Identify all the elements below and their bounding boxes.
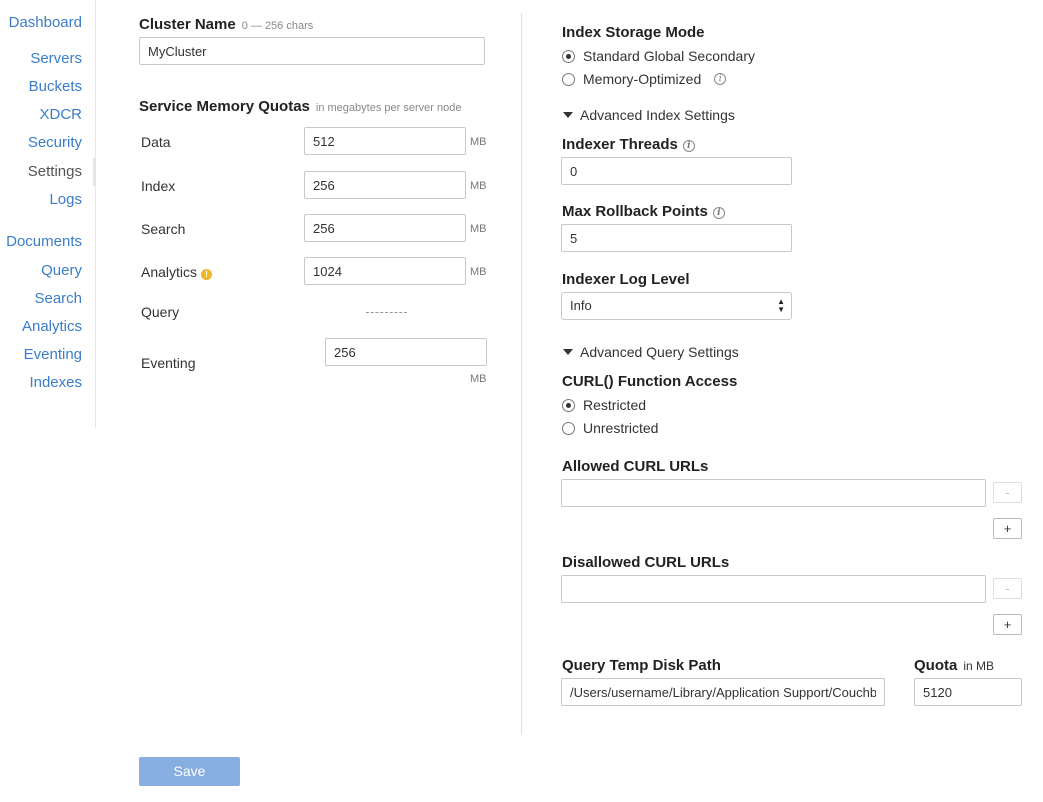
column-divider (521, 13, 522, 735)
allowed-curl-urls-label: Allowed CURL URLs (562, 458, 709, 475)
triangle-down-icon (563, 112, 573, 118)
sidebar-item-security[interactable]: Security (27, 134, 82, 151)
quota-data-label: Data (141, 134, 171, 150)
save-button[interactable]: Save (139, 757, 240, 786)
quota-analytics-input[interactable] (304, 257, 466, 285)
radio-standard-gsi[interactable] (562, 48, 755, 64)
curl-function-access-label: CURL() Function Access (562, 373, 738, 390)
radio-curl-restricted-label: Restricted (583, 397, 647, 413)
sidebar-item-servers[interactable]: Servers (30, 50, 82, 67)
quota-eventing-label: Eventing (141, 355, 196, 371)
remove-allowed-url-button[interactable]: - (993, 482, 1022, 503)
sidebar-item-search[interactable]: Search (34, 290, 82, 307)
quota-analytics-label: Analytics (141, 264, 198, 280)
quota-data-input[interactable] (304, 127, 466, 155)
warning-icon[interactable]: ! (201, 269, 212, 280)
query-temp-disk-path-label: Query Temp Disk Path (562, 657, 721, 674)
indexer-threads-input[interactable] (561, 157, 792, 185)
sidebar-item-xdcr[interactable]: XDCR (39, 106, 82, 123)
advanced-index-settings-toggle[interactable] (563, 107, 735, 123)
cluster-name-input[interactable] (139, 37, 485, 65)
quota-eventing-unit: MB (470, 373, 487, 385)
sidebar-nav (0, 0, 96, 428)
quota-search-unit: MB (470, 223, 487, 235)
radio-curl-unrestricted[interactable] (562, 420, 658, 436)
radio-curl-restricted-indicator[interactable] (562, 399, 575, 412)
sidebar-active-marker (93, 158, 96, 186)
radio-memory-optimized-indicator[interactable] (562, 73, 575, 86)
max-rollback-points-label: Max Rollback Points (562, 203, 708, 220)
query-quota-label: Quota (914, 657, 958, 674)
radio-standard-gsi-indicator[interactable] (562, 50, 575, 63)
query-quota-hint: in MB (963, 659, 995, 673)
query-temp-disk-path-input[interactable] (561, 678, 885, 706)
indexer-log-level-value: Info (570, 298, 592, 313)
quota-analytics-unit: MB (470, 266, 487, 278)
disallowed-curl-url-input[interactable] (561, 575, 986, 603)
select-arrows-icon: ▲ ▼ (777, 297, 785, 314)
disallowed-curl-urls-label: Disallowed CURL URLs (562, 554, 730, 571)
max-rollback-points-input[interactable] (561, 224, 792, 252)
quota-index-input[interactable] (304, 171, 466, 199)
query-quota-heading (914, 657, 994, 674)
indexer-threads-heading (562, 136, 695, 153)
service-memory-quotas-hint: in megabytes per server node (315, 102, 462, 114)
indexer-log-level-select[interactable] (561, 292, 792, 320)
service-memory-quotas-heading (139, 98, 461, 115)
query-quota-input[interactable] (914, 678, 1022, 706)
sidebar-item-buckets[interactable]: Buckets (28, 78, 82, 95)
quota-index-label: Index (141, 178, 176, 194)
advanced-query-settings-label: Advanced Query Settings (580, 344, 739, 360)
remove-disallowed-url-button[interactable]: - (993, 578, 1022, 599)
quota-eventing-input[interactable] (325, 338, 487, 366)
sidebar-item-indexes[interactable]: Indexes (29, 374, 82, 391)
max-rollback-points-heading (562, 203, 725, 220)
info-icon[interactable]: i (713, 207, 725, 219)
radio-curl-unrestricted-indicator[interactable] (562, 422, 575, 435)
quota-query-placeholder (366, 312, 407, 313)
radio-memory-optimized[interactable] (562, 71, 726, 87)
quota-analytics-row-label (141, 264, 212, 280)
sidebar-item-query[interactable]: Query (41, 262, 82, 279)
radio-standard-gsi-label: Standard Global Secondary (583, 48, 755, 64)
sidebar-item-dashboard[interactable]: Dashboard (8, 14, 82, 31)
radio-curl-restricted[interactable] (562, 397, 646, 413)
quota-search-input[interactable] (304, 214, 466, 242)
quota-query-label: Query (141, 304, 180, 320)
advanced-index-settings-label: Advanced Index Settings (580, 107, 735, 123)
cluster-name-hint: 0 — 256 chars (241, 20, 314, 32)
info-icon[interactable]: i (714, 73, 726, 85)
info-icon[interactable]: i (683, 140, 695, 152)
triangle-down-icon (563, 349, 573, 355)
cluster-name-heading (139, 16, 313, 33)
radio-memory-optimized-label: Memory-Optimized (583, 71, 702, 87)
advanced-query-settings-toggle[interactable] (563, 344, 739, 360)
sidebar-item-analytics[interactable]: Analytics (21, 318, 82, 335)
index-storage-mode-heading: Index Storage Mode (562, 24, 705, 41)
indexer-threads-label: Indexer Threads (562, 136, 678, 153)
sidebar-item-settings[interactable]: Settings (27, 163, 82, 180)
service-memory-quotas-label: Service Memory Quotas (139, 98, 310, 115)
quota-index-unit: MB (470, 180, 487, 192)
add-disallowed-url-button[interactable]: + (993, 614, 1022, 635)
allowed-curl-url-input[interactable] (561, 479, 986, 507)
sidebar-item-documents[interactable]: Documents (6, 233, 82, 250)
radio-curl-unrestricted-label: Unrestricted (583, 420, 659, 436)
cluster-name-label: Cluster Name (139, 16, 236, 33)
add-allowed-url-button[interactable]: + (993, 518, 1022, 539)
quota-data-unit: MB (470, 136, 487, 148)
indexer-log-level-label: Indexer Log Level (562, 271, 690, 288)
quota-search-label: Search (141, 221, 186, 237)
sidebar-item-logs[interactable]: Logs (49, 191, 82, 208)
sidebar-item-eventing[interactable]: Eventing (23, 346, 82, 363)
